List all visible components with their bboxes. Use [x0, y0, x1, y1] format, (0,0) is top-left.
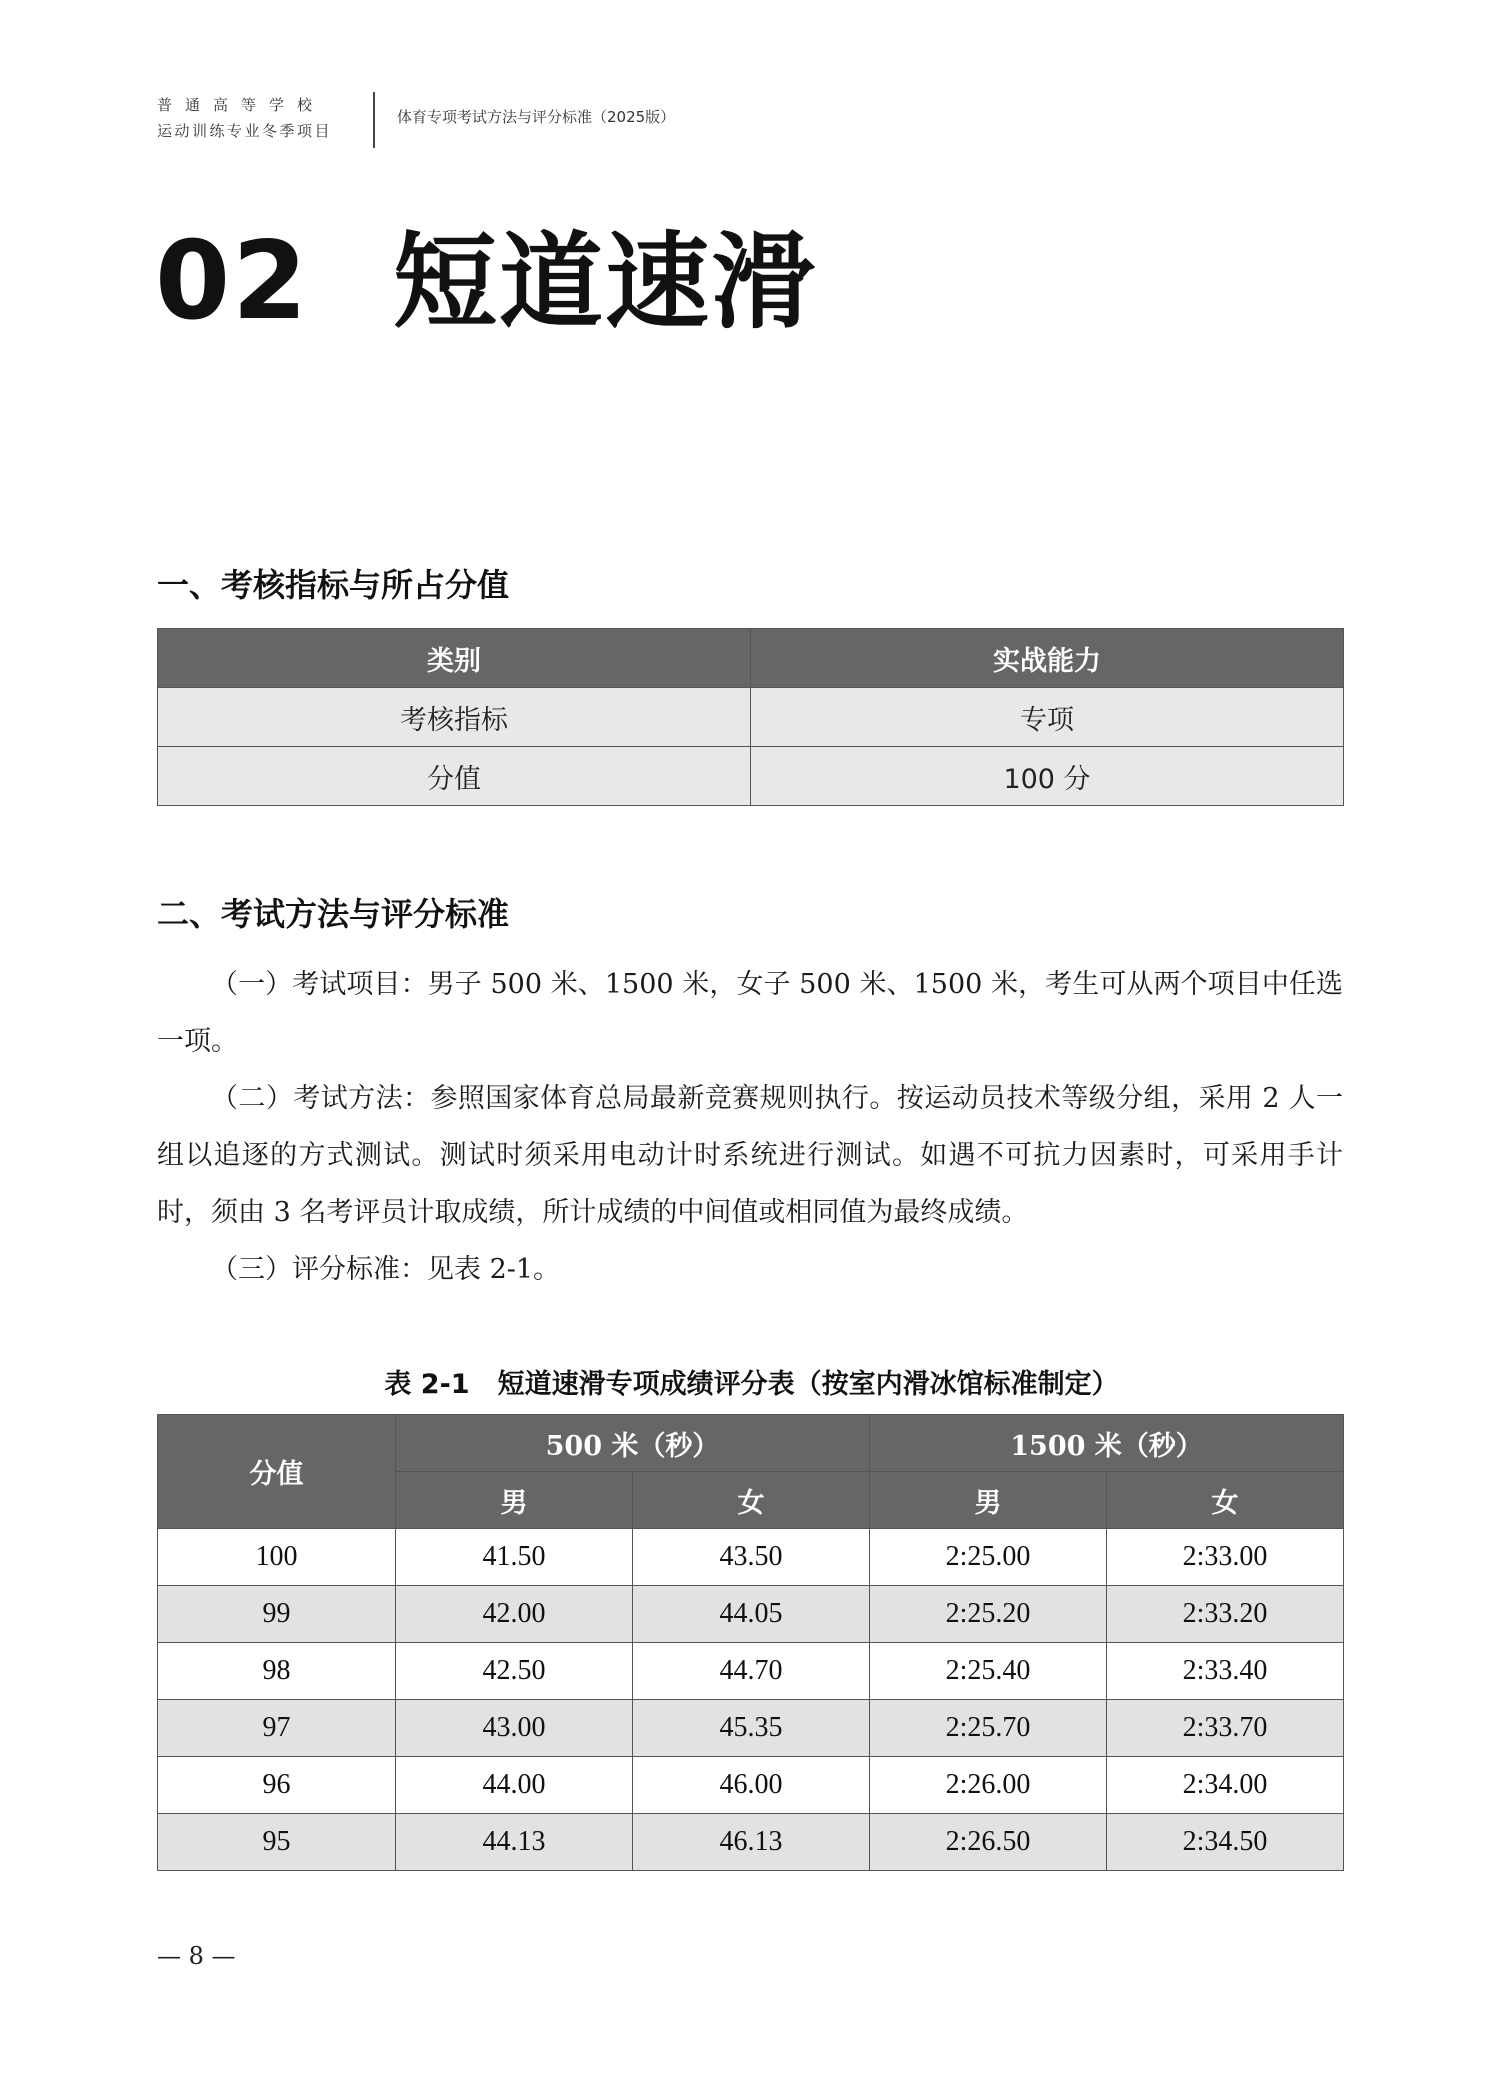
- time-cell: 2:25.00: [870, 1529, 1107, 1586]
- caption-title: 短道速滑专项成绩评分表（按室内滑冰馆标准制定）: [497, 1369, 1119, 1400]
- score-header-1500m: 1500 米（秒）: [870, 1415, 1344, 1472]
- time-cell: 44.05: [633, 1586, 870, 1643]
- score-cell: 99: [158, 1586, 396, 1643]
- section1-heading: 一、考核指标与所占分值: [157, 566, 510, 604]
- time-cell: 43.50: [633, 1529, 870, 1586]
- score-table-caption: [0, 1362, 1503, 1401]
- score-header-score: 分值: [158, 1415, 396, 1529]
- section2-heading: 二、考试方法与评分标准: [157, 895, 510, 933]
- indicator-cell: 分值: [158, 747, 751, 806]
- table-row: [158, 1814, 1344, 1871]
- indicator-cell: 考核指标: [158, 688, 751, 747]
- indicator-table-header-row: [158, 629, 1344, 688]
- score-cell: 98: [158, 1643, 396, 1700]
- score-cell: 97: [158, 1700, 396, 1757]
- chapter-number: 02: [155, 219, 310, 344]
- time-cell: 2:25.40: [870, 1643, 1107, 1700]
- score-header-500m: 500 米（秒）: [396, 1415, 870, 1472]
- header-divider: [373, 92, 375, 148]
- time-cell: 44.13: [396, 1814, 633, 1871]
- paragraph-exam-items: （一）考试项目：男子 500 米、1500 米，女子 500 米、1500 米，考生可从两个项目中任选一项。: [157, 969, 1343, 1057]
- table-row: [158, 1643, 1344, 1700]
- time-cell: 2:26.50: [870, 1814, 1107, 1871]
- table-row: [158, 1529, 1344, 1586]
- score-header-1500m-female: 女: [1107, 1472, 1344, 1529]
- time-cell: 42.50: [396, 1643, 633, 1700]
- section2-body: [157, 956, 1343, 1298]
- score-cell: 100: [158, 1529, 396, 1586]
- table-row: [158, 1586, 1344, 1643]
- time-cell: 2:25.70: [870, 1700, 1107, 1757]
- score-table: [157, 1414, 1344, 1871]
- indicator-cell: 100 分: [751, 747, 1344, 806]
- header-right-title: 体育专项考试方法与评分标准（2025版）: [397, 108, 676, 126]
- header-left-line1: 普通高等学校: [157, 96, 326, 114]
- time-cell: 2:26.00: [870, 1757, 1107, 1814]
- header-left-line2: 运动训练专业冬季项目: [157, 122, 333, 140]
- time-cell: 2:34.50: [1107, 1814, 1344, 1871]
- score-header-500m-male: 男: [396, 1472, 633, 1529]
- time-cell: 2:33.00: [1107, 1529, 1344, 1586]
- indicator-table-row: [158, 688, 1344, 747]
- table-row: [158, 1757, 1344, 1814]
- time-cell: 45.35: [633, 1700, 870, 1757]
- time-cell: 2:25.20: [870, 1586, 1107, 1643]
- table-row: [158, 1700, 1344, 1757]
- indicator-header-category: 类别: [158, 629, 751, 688]
- indicator-table-row: [158, 747, 1344, 806]
- score-table-header-row: [158, 1415, 1344, 1472]
- time-cell: 44.00: [396, 1757, 633, 1814]
- paragraph-scoring-standard: （三）评分标准：见表 2-1。: [211, 1254, 561, 1285]
- time-cell: 46.00: [633, 1757, 870, 1814]
- paragraph-exam-method: （二）考试方法：参照国家体育总局最新竞赛规则执行。按运动员技术等级分组，采用 2 人一组以追逐的方式测试。测试时须采用电动计时系统进行测试。如遇不可抗力因素时，可采用手计时，须由 3 名考评员计取成绩，所计成绩的中间值或相同值为最终成绩。: [157, 1083, 1343, 1228]
- indicator-cell: 专项: [751, 688, 1344, 747]
- page-number: — 8 —: [157, 1942, 236, 1970]
- time-cell: 44.70: [633, 1643, 870, 1700]
- time-cell: 41.50: [396, 1529, 633, 1586]
- chapter-title: 短道速滑: [393, 221, 818, 343]
- time-cell: 2:34.00: [1107, 1757, 1344, 1814]
- score-header-500m-female: 女: [633, 1472, 870, 1529]
- time-cell: 43.00: [396, 1700, 633, 1757]
- indicator-table: [157, 628, 1344, 806]
- score-cell: 95: [158, 1814, 396, 1871]
- time-cell: 2:33.20: [1107, 1586, 1344, 1643]
- time-cell: 46.13: [633, 1814, 870, 1871]
- indicator-header-ability: 实战能力: [751, 629, 1344, 688]
- caption-number: 表 2-1: [384, 1369, 470, 1400]
- time-cell: 2:33.40: [1107, 1643, 1344, 1700]
- time-cell: 2:33.70: [1107, 1700, 1344, 1757]
- score-header-1500m-male: 男: [870, 1472, 1107, 1529]
- time-cell: 42.00: [396, 1586, 633, 1643]
- header-left-block: [157, 92, 357, 144]
- score-cell: 96: [158, 1757, 396, 1814]
